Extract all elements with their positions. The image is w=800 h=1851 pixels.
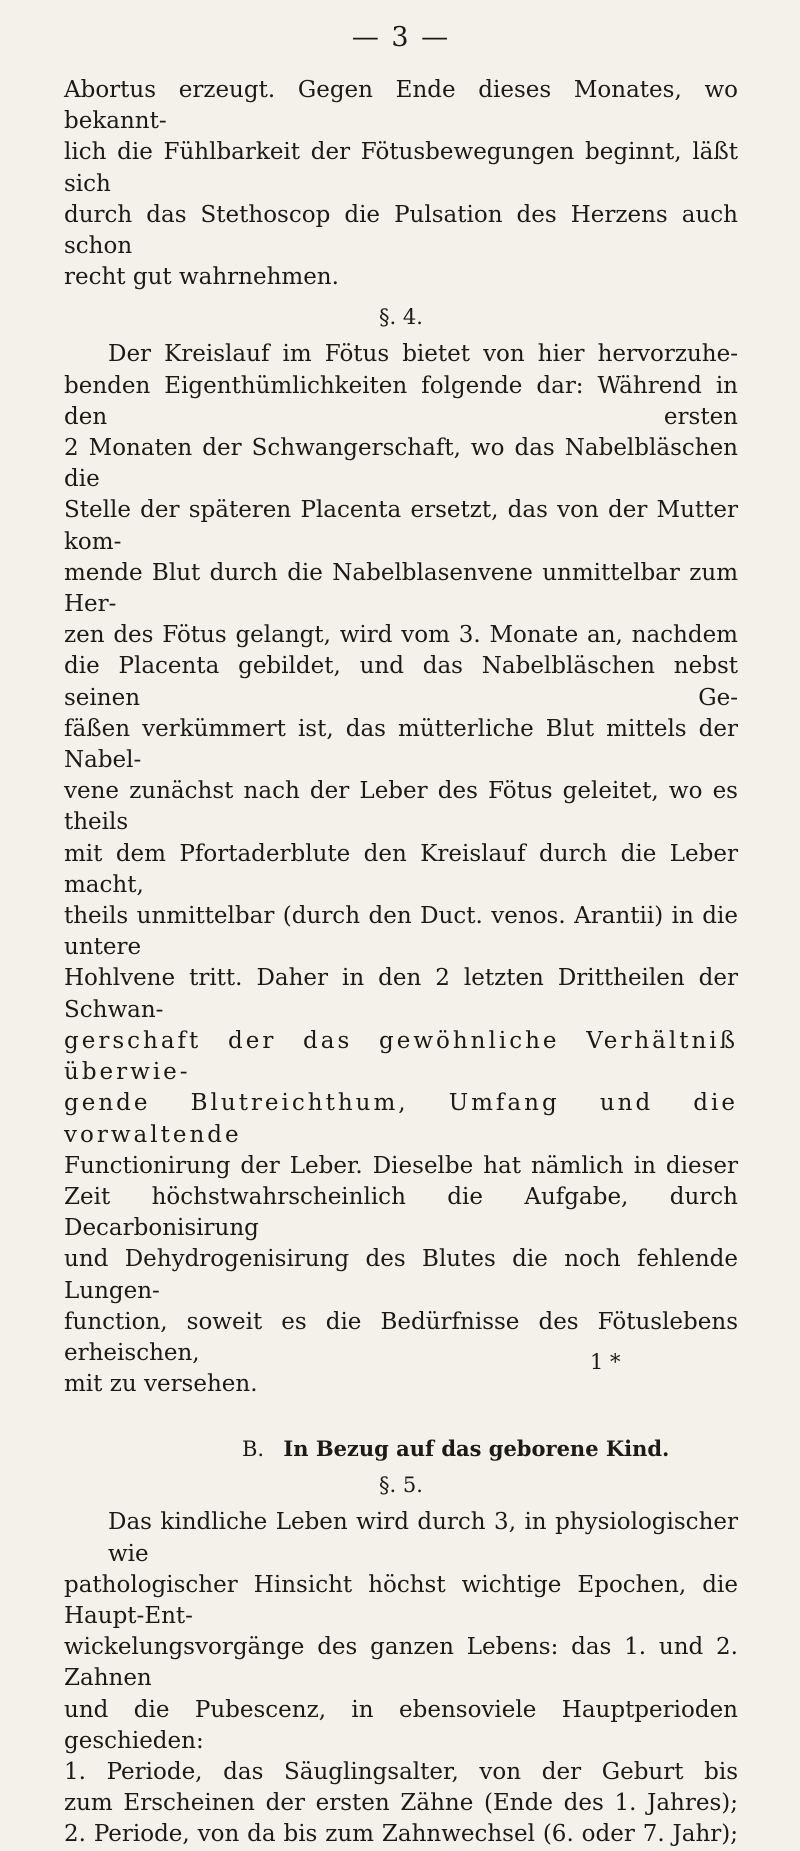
text-line: lich die Fühlbarkeit der Fötusbewegungen beginnt, läßt sich — [64, 139, 738, 197]
text-line: mit zu versehen. — [64, 1371, 258, 1398]
text-line: und die Pubescenz, in ebensoviele Hauptperioden geschieden: — [64, 1696, 738, 1754]
text-line: und Dehydrogenisirung des Blutes die noch fehlende Lungen- — [64, 1246, 738, 1304]
text-line: function, soweit es die Bedürfnisse des Fötuslebens erheischen, — [64, 1308, 738, 1366]
text-line: benden Eigenthümlichkeiten folgende dar: Während in den ersten — [64, 372, 738, 430]
text-line: Zeit höchstwahrscheinlich die Aufgabe, durch Decarbonisirung — [64, 1183, 738, 1242]
text-line: zum Erscheinen der ersten Zähne (Ende des 1. Jahres); — [64, 1790, 738, 1817]
text-line: recht gut wahrnehmen. — [64, 264, 339, 291]
text-line: Hohlvene tritt. Daher in den 2 letzten Drittheilen der Schwan- — [64, 965, 738, 1023]
section-number-5: §. 5. — [379, 1473, 423, 1498]
subsection-letter: B. — [242, 1437, 265, 1462]
text-line: mit dem Pfortaderblute den Kreislauf durch die Leber macht, — [64, 840, 738, 898]
text-line: theils unmittelbar (durch den Duct. venos. Arantii) in die untere — [64, 903, 738, 961]
text-line: Functionirung der Leber. Dieselbe hat nämlich in dieser — [64, 1152, 738, 1179]
text-line: 2 Monaten der Schwangerschaft, wo das Nabelbläschen die — [64, 435, 738, 493]
text-line: vene zunächst nach der Leber des Fötus geleitet, wo es theils — [64, 778, 738, 836]
text-line: pathologischer Hinsicht höchst wichtige Epochen, die Haupt-Ent- — [64, 1571, 738, 1629]
text-line: Abortus erzeugt. Gegen Ende dieses Monates, wo bekannt- — [64, 77, 738, 135]
paragraph-kindliche-leben — [64, 1507, 738, 1850]
text-line: die Placenta gebildet, und das Nabelbläschen nebst seinen Ge- — [64, 653, 738, 711]
text-line: Stelle der späteren Placenta ersetzt, das von der Mutter kom- — [64, 497, 738, 555]
section-number-4: §. 4. — [379, 305, 423, 330]
text-line: 2. Periode, von da bis zum Zahnwechsel (6. oder 7. Jahr); — [64, 1821, 738, 1848]
text-line: Das kindliche Leben wird durch 3, in physiologischer wie — [108, 1509, 738, 1567]
text-line: wickelungsvorgänge des ganzen Lebens: das 1. und 2. Zahnen — [64, 1634, 738, 1692]
text-line-emphasis: gerschaft der das gewöhnliche Verhältniß überwie- — [64, 1027, 738, 1086]
page-number: — 3 — — [351, 22, 451, 53]
subsection-title: In Bezug auf das geborene Kind. — [283, 1436, 670, 1462]
signature-mark: 1 * — [590, 1350, 621, 1374]
paragraph-abortus — [64, 75, 738, 293]
text-line: durch das Stethoscop die Pulsation des Herzens auch schon — [64, 201, 738, 260]
paragraph-kreislauf — [64, 339, 738, 1400]
text-line: zen des Fötus gelangt, wird vom 3. Monate an, nachdem — [64, 622, 738, 649]
text-line: fäßen verkümmert ist, das mütterliche Blut mittels der Nabel- — [64, 715, 738, 774]
text-line: Der Kreislauf im Fötus bietet von hier hervorzuhe- — [108, 341, 738, 368]
text-line: 1. Periode, das Säuglingsalter, von der Geburt bis — [64, 1758, 738, 1785]
text-line-emphasis: gende Blutreichthum, Umfang und die vorwaltende — [64, 1090, 738, 1148]
subsection-heading — [64, 1436, 738, 1461]
text-line: mende Blut durch die Nabelblasenvene unmittelbar zum Her- — [64, 559, 738, 618]
